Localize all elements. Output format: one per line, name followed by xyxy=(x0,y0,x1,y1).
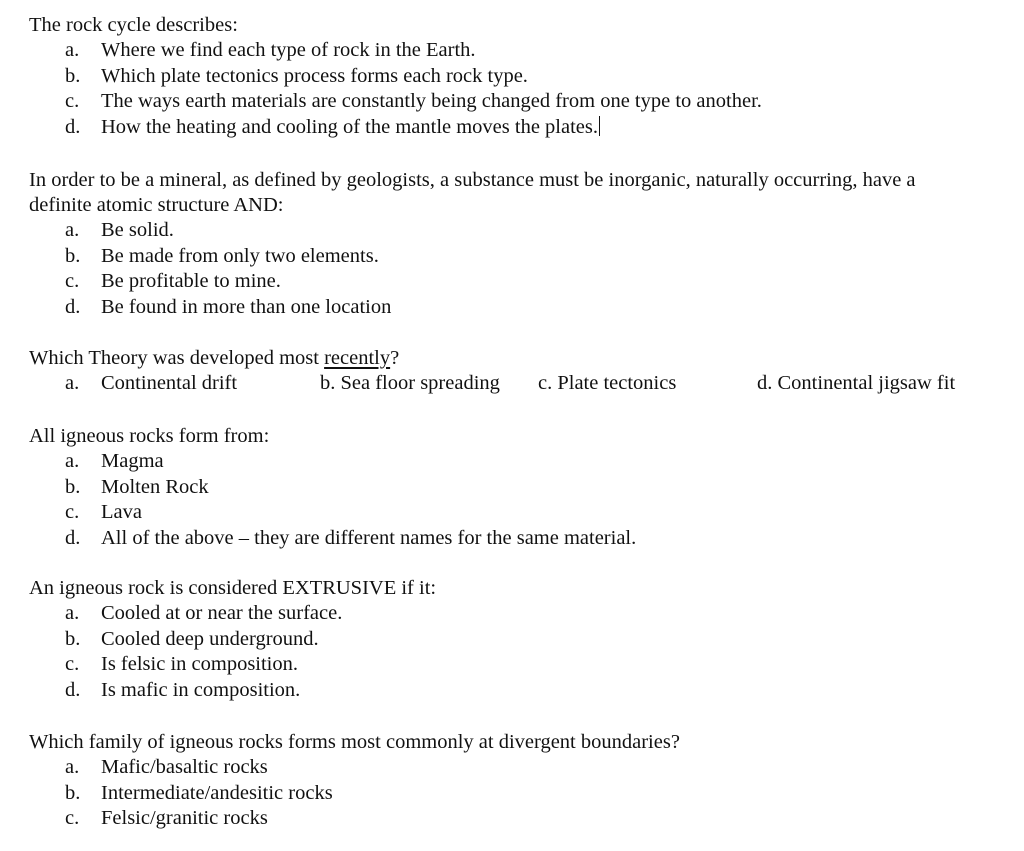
question-2 xyxy=(29,168,1009,320)
question-1-option-a[interactable] xyxy=(29,38,1009,64)
option-text: Molten Rock xyxy=(101,475,209,498)
option-text: Magma xyxy=(101,450,164,472)
option-letter: d. xyxy=(65,678,81,701)
option-text: Be found in more than one location xyxy=(101,295,392,318)
option-text: Is mafic in composition. xyxy=(101,678,301,701)
option-text: Where we find each type of rock in the Earth. xyxy=(101,39,476,61)
option-letter: b. xyxy=(65,475,81,498)
option-letter: a. xyxy=(65,602,80,624)
question-3 xyxy=(29,346,1009,397)
option-letter: c. xyxy=(65,807,80,829)
question-5-option-a[interactable] xyxy=(29,601,1009,627)
option-letter: b. xyxy=(65,244,81,267)
option-letter: c. xyxy=(65,90,80,112)
question-3-option-a[interactable]: Continental drift xyxy=(101,372,238,394)
option-text: Cooled at or near the surface. xyxy=(101,602,343,624)
question-6 xyxy=(29,730,1009,832)
option-text: Is felsic in composition. xyxy=(101,653,299,675)
option-text: Lava xyxy=(101,501,142,523)
option-letter: a. xyxy=(65,756,80,778)
question-1-option-c[interactable] xyxy=(29,89,1009,115)
question-3-options-row xyxy=(29,371,1009,397)
option-text: Which plate tectonics process forms each rock type. xyxy=(101,64,528,87)
option-letter: a. xyxy=(65,219,80,241)
option-text: The ways earth materials are constantly being changed from one type to another. xyxy=(101,90,762,112)
question-4 xyxy=(29,424,1009,551)
question-5 xyxy=(29,576,1009,703)
text-cursor xyxy=(599,116,600,136)
question-2-option-b[interactable] xyxy=(29,244,1009,270)
stem-text-before: Which Theory was developed most xyxy=(29,347,325,369)
option-letter: c. xyxy=(65,270,80,292)
question-5-option-d[interactable] xyxy=(29,678,1009,704)
option-letter: d. xyxy=(65,526,81,549)
option-text: Be made from only two elements. xyxy=(101,244,379,267)
option-letter: b. xyxy=(65,64,81,87)
question-3-option-d[interactable]: d. Continental jigsaw fit xyxy=(757,372,956,394)
question-2-option-a[interactable] xyxy=(29,218,1009,244)
question-5-option-b[interactable] xyxy=(29,627,1009,653)
question-1-stem: The rock cycle describes: xyxy=(29,14,238,36)
question-3-option-b[interactable]: b. Sea floor spreading xyxy=(320,372,500,394)
question-6-stem: Which family of igneous rocks forms most commonly at divergent boundaries? xyxy=(29,731,680,753)
option-letter: b. xyxy=(65,627,81,650)
question-5-stem: An igneous rock is considered EXTRUSIVE if it: xyxy=(29,577,437,599)
option-text: Cooled deep underground. xyxy=(101,627,319,650)
option-letter: b. xyxy=(65,781,81,804)
question-6-option-b[interactable] xyxy=(29,781,1009,807)
question-4-option-a[interactable] xyxy=(29,449,1009,475)
option-letter: d. xyxy=(65,295,81,318)
option-text: Be profitable to mine. xyxy=(101,270,281,292)
stem-text-after: ? xyxy=(390,347,400,369)
question-2-option-d[interactable] xyxy=(29,295,1009,321)
option-text: Mafic/basaltic rocks xyxy=(101,756,268,778)
question-6-option-c[interactable] xyxy=(29,806,1009,832)
option-text: All of the above – they are different names for the same material. xyxy=(101,526,637,549)
option-text-with-caret xyxy=(101,115,600,141)
question-3-option-a-letter[interactable]: a. xyxy=(65,372,80,394)
question-2-stem: In order to be a mineral, as defined by geologists, a substance must be inorganic, naturally occurring, have a definite atomic structure AND: xyxy=(29,169,916,216)
option-letter: c. xyxy=(65,653,80,675)
question-3-stem xyxy=(29,346,1009,371)
option-text: How the heating and cooling of the mantle moves the plates. xyxy=(101,115,598,138)
question-4-option-c[interactable] xyxy=(29,500,1009,526)
stem-underlined-word: recently xyxy=(324,347,391,369)
question-5-option-c[interactable] xyxy=(29,652,1009,678)
option-letter: a. xyxy=(65,450,80,472)
question-2-option-c[interactable] xyxy=(29,269,1009,295)
option-text: Felsic/granitic rocks xyxy=(101,807,268,829)
question-4-option-d[interactable] xyxy=(29,526,1009,552)
question-1 xyxy=(29,13,1009,140)
question-3-option-c[interactable]: c. Plate tectonics xyxy=(538,372,677,394)
question-6-option-a[interactable] xyxy=(29,755,1009,781)
question-4-stem: All igneous rocks form from: xyxy=(29,425,270,447)
option-letter: d. xyxy=(65,115,81,138)
option-letter: c. xyxy=(65,501,80,523)
option-text: Be solid. xyxy=(101,219,174,241)
question-4-option-b[interactable] xyxy=(29,475,1009,501)
question-1-option-d[interactable] xyxy=(29,115,1009,141)
question-1-option-b[interactable] xyxy=(29,64,1009,90)
option-letter: a. xyxy=(65,39,80,61)
option-text: Intermediate/andesitic rocks xyxy=(101,781,333,804)
